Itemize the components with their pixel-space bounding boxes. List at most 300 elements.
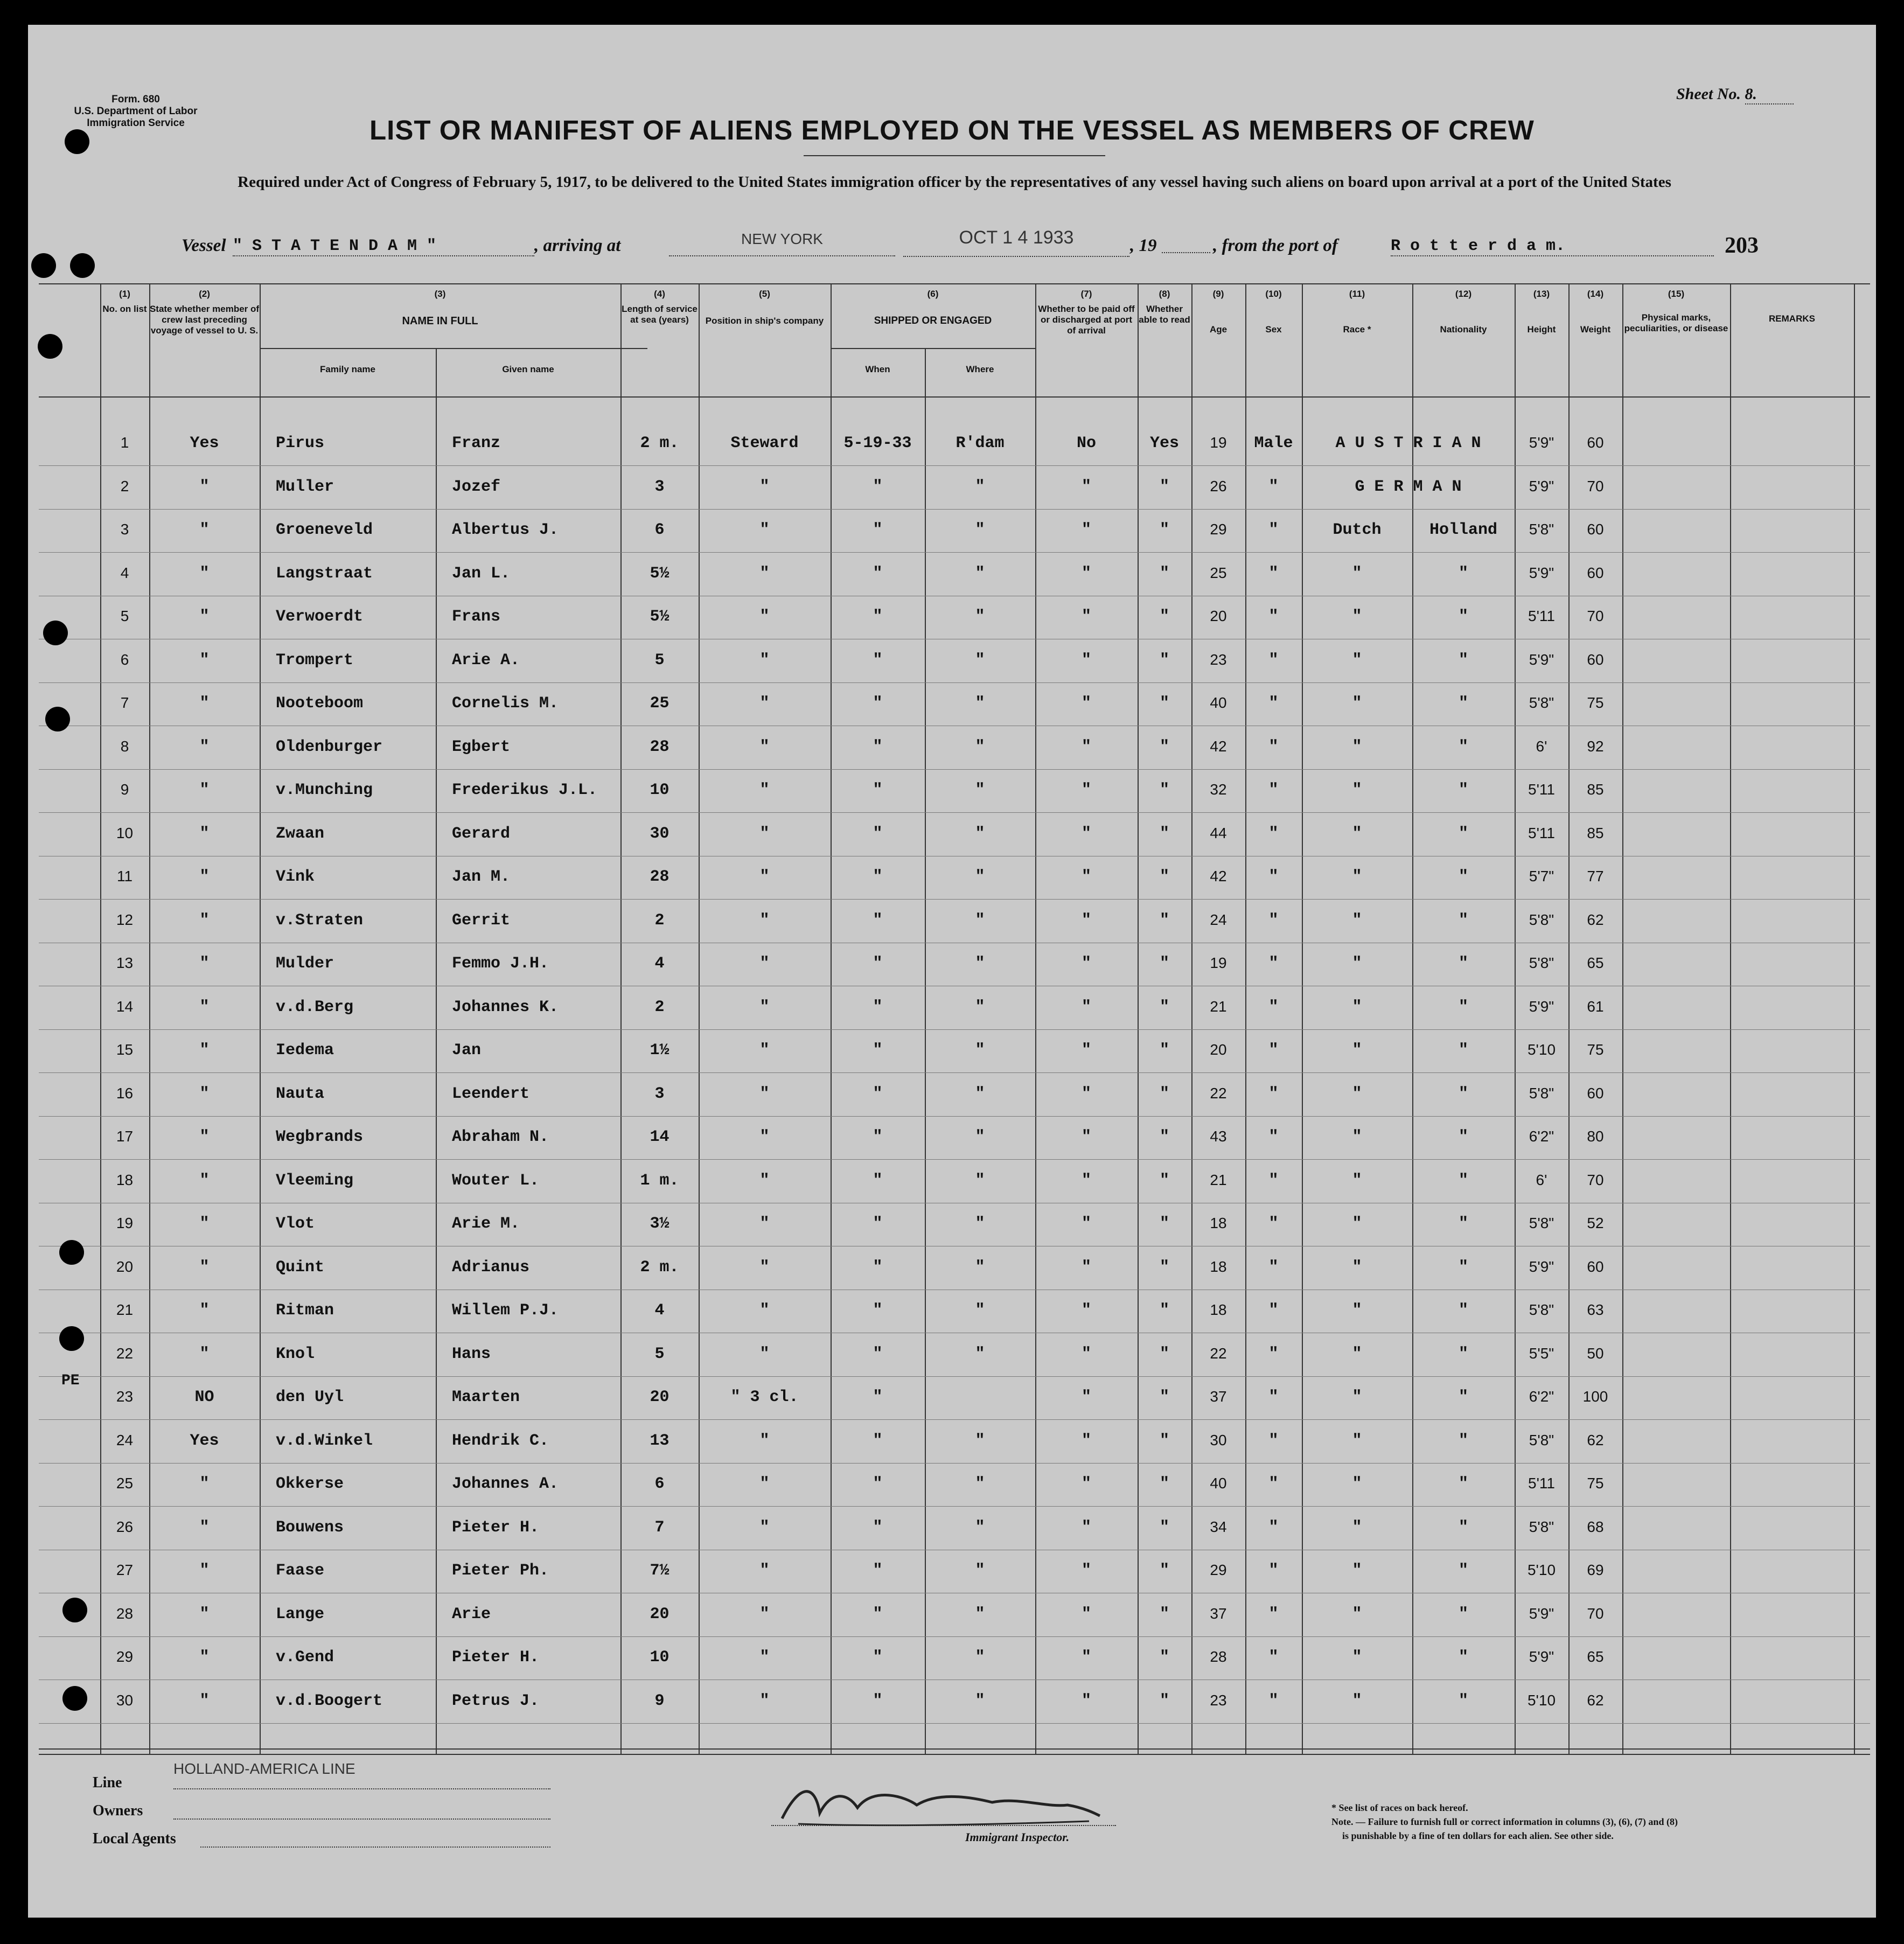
header-col-6: (6) SHIPPED OR ENGAGED [874, 289, 992, 326]
row-height: 5'11 [1528, 1475, 1555, 1492]
row-weight: 60 [1587, 1258, 1604, 1275]
row-prev: " [199, 954, 210, 973]
row-where: " [975, 1084, 985, 1103]
row-when: " [873, 737, 883, 756]
row-prev: " [199, 1084, 210, 1103]
row-prev: " [199, 868, 210, 886]
row-weight: 65 [1587, 1648, 1604, 1665]
row-position: " [759, 1128, 770, 1146]
row-service: 2 [654, 998, 665, 1016]
row-service: 7 [654, 1518, 665, 1537]
row-race: " [1352, 1691, 1362, 1710]
row-family: Okkerse [276, 1475, 344, 1493]
row-read: " [1159, 1084, 1169, 1103]
row-nationality: " [1458, 694, 1468, 713]
row-sex: " [1268, 1258, 1279, 1277]
penalty-note-2: is punishable by a fine of ten dollars for each alien. See other side. [1342, 1830, 1614, 1841]
row-position: " [759, 998, 770, 1016]
row-when: " [873, 477, 883, 496]
row-no: 1 [120, 434, 129, 451]
row-read: " [1159, 911, 1169, 930]
row-prev: " [199, 1215, 210, 1233]
row-height: 5'10 [1527, 1041, 1556, 1058]
row-position: " [759, 1518, 770, 1537]
row-position: " [759, 1301, 770, 1320]
agents-blank [200, 1847, 550, 1848]
shipped-subheader-rule [831, 348, 1035, 349]
row-prev: " [199, 1171, 210, 1190]
row-race: " [1352, 1388, 1362, 1406]
row-sex: " [1268, 1084, 1279, 1103]
row-age: 30 [1210, 1431, 1227, 1448]
row-weight: 70 [1587, 477, 1604, 494]
col-rule-3 [260, 283, 261, 1754]
row-family: Bouwens [276, 1518, 344, 1537]
row-given: Jan [452, 1041, 482, 1060]
row-where: " [975, 1475, 985, 1493]
col-rule-16 [1730, 283, 1731, 1754]
header-col-5: (5) Position in ship's company [705, 289, 824, 326]
row-paid: " [1081, 477, 1091, 496]
row-no: 18 [116, 1171, 134, 1188]
row-paid: " [1081, 911, 1091, 930]
row-paid: " [1081, 1084, 1091, 1103]
row-age: 21 [1210, 998, 1227, 1015]
row-age: 22 [1210, 1344, 1227, 1362]
header-col-15: (15) Physical marks, peculiarities, or disease [1624, 289, 1728, 333]
punch-hole [43, 621, 68, 645]
row-prev: " [199, 1562, 210, 1580]
row-service: 4 [654, 1301, 665, 1320]
row-no: 9 [120, 781, 129, 798]
row-given: Abraham N. [452, 1128, 549, 1146]
row-family: Vleeming [276, 1171, 354, 1190]
row-nationality: " [1458, 781, 1468, 799]
row-sex: " [1268, 1041, 1279, 1060]
row-sex: " [1268, 694, 1279, 713]
row-age: 20 [1210, 608, 1227, 624]
row-no: 14 [116, 998, 134, 1015]
title-rule [804, 155, 1105, 156]
row-race: " [1352, 824, 1362, 843]
sheet-number-value: 8. [1745, 85, 1794, 104]
row-race: " [1352, 694, 1362, 713]
signature-line [771, 1825, 1116, 1826]
row-position: " [759, 1475, 770, 1493]
row-given: Hendrik C. [452, 1431, 549, 1450]
row-age: 21 [1210, 1171, 1227, 1188]
punch-hole [31, 253, 56, 278]
row-no: 25 [116, 1475, 134, 1492]
row-given: Arie [452, 1605, 491, 1624]
row-weight: 70 [1587, 1605, 1604, 1622]
row-read: " [1159, 651, 1169, 670]
row-height: 5'9" [1529, 1605, 1554, 1622]
row-weight: 100 [1582, 1388, 1608, 1405]
row-when: " [873, 694, 883, 713]
row-position: " [759, 1215, 770, 1233]
row-service: 5 [654, 651, 665, 670]
row-service: 3½ [650, 1215, 669, 1233]
row-height: 5'9" [1529, 477, 1554, 494]
row-age: 23 [1210, 651, 1227, 668]
sheet-number [1676, 85, 1794, 104]
row-family: v.d.Boogert [276, 1691, 383, 1710]
row-given: Arie M. [452, 1215, 520, 1233]
header-col-1: (1) No. on list [102, 289, 147, 314]
row-service: 6 [654, 521, 665, 539]
row-sex: " [1268, 1475, 1279, 1493]
row-weight: 75 [1587, 694, 1604, 711]
row-given: Albertus J. [452, 521, 559, 539]
row-prev: " [199, 781, 210, 799]
row-height: 5'8" [1529, 1301, 1554, 1318]
row-sex: " [1268, 564, 1279, 583]
row-family: Langstraat [276, 564, 373, 583]
row-given: Pieter H. [452, 1648, 540, 1667]
row-read: " [1159, 1344, 1169, 1363]
row-read: " [1159, 1691, 1169, 1710]
row-family: v.Munching [276, 781, 373, 799]
row-where: " [975, 1648, 985, 1667]
row-nationality: " [1458, 1388, 1468, 1406]
row-prev: " [199, 564, 210, 583]
header-col-12: (12) Nationality [1440, 289, 1487, 335]
row-paid: " [1081, 1431, 1091, 1450]
row-service: 2 m. [640, 1258, 679, 1277]
row-weight: 75 [1587, 1475, 1604, 1492]
row-when: " [873, 651, 883, 670]
row-rule [39, 769, 1870, 770]
row-no: 11 [116, 868, 133, 884]
row-read: " [1159, 1215, 1169, 1233]
row-prev: " [199, 1691, 210, 1710]
row-family: v.d.Berg [276, 998, 354, 1016]
row-when: " [873, 521, 883, 539]
row-position: " [759, 1431, 770, 1450]
row-given: Wouter L. [452, 1171, 540, 1190]
row-service: 7½ [650, 1562, 669, 1580]
row-sex: " [1268, 954, 1279, 973]
punch-hole [59, 1326, 84, 1351]
departure-port: R o t t e r d a m. [1391, 237, 1714, 256]
row-nationality: " [1458, 911, 1468, 930]
department-name: U.S. Department of Labor [74, 106, 198, 117]
year-label: , 19 [1130, 236, 1157, 255]
row-height: 5'9" [1529, 564, 1554, 581]
row-age: 18 [1210, 1301, 1227, 1318]
row-when: " [873, 1258, 883, 1277]
header-col-13: (13) Height [1527, 289, 1556, 335]
row-age: 42 [1210, 737, 1227, 755]
header-bottom-rule [39, 396, 1870, 398]
row-no: 17 [116, 1128, 134, 1145]
row-race: " [1352, 651, 1362, 670]
row-age: 19 [1210, 954, 1227, 971]
row-where: " [975, 651, 985, 670]
row-paid: " [1081, 868, 1091, 886]
row-service: 3 [654, 1084, 665, 1103]
row-service: 5½ [650, 564, 669, 583]
row-family: v.d.Winkel [276, 1431, 373, 1450]
year-blank [1162, 252, 1210, 253]
row-race: " [1352, 1562, 1362, 1580]
row-height: 5'8" [1529, 1215, 1554, 1231]
row-position: " [759, 1691, 770, 1710]
row-read: " [1159, 998, 1169, 1016]
punch-hole [38, 334, 62, 359]
row-read: Yes [1149, 434, 1179, 452]
row-no: 28 [116, 1605, 134, 1622]
row-read: " [1159, 1171, 1169, 1190]
row-nationality: " [1458, 1605, 1468, 1624]
row-rule [39, 1376, 1870, 1377]
row-paid: " [1081, 824, 1091, 843]
row-nationality: " [1458, 1041, 1468, 1060]
punch-hole [62, 1598, 87, 1622]
row-paid: " [1081, 1691, 1091, 1710]
row-family: den Uyl [276, 1388, 344, 1406]
row-read: " [1159, 1605, 1169, 1624]
row-race: " [1352, 1041, 1362, 1060]
row-when: " [873, 564, 883, 583]
row-rule [39, 1463, 1870, 1464]
row-height: 5'11 [1528, 824, 1555, 841]
row-height: 5'9" [1529, 651, 1554, 668]
row-read: " [1159, 781, 1169, 799]
header-col-9: (9) Age [1209, 289, 1228, 335]
row-prev: " [199, 521, 210, 539]
row-sex: " [1268, 1562, 1279, 1580]
row-family: v.Straten [276, 911, 364, 930]
row-read: " [1159, 608, 1169, 626]
row-sex: " [1268, 1301, 1279, 1320]
row-prev: NO [194, 1388, 214, 1406]
row-read: " [1159, 737, 1169, 756]
row-prev: " [199, 1128, 210, 1146]
row-race: " [1352, 954, 1362, 973]
row-no: 30 [116, 1691, 134, 1709]
row-family: Oldenburger [276, 737, 383, 756]
row-sex: " [1268, 608, 1279, 626]
row-when: " [873, 868, 883, 886]
row-nationality: " [1458, 1518, 1468, 1537]
row-position: " [759, 1605, 770, 1624]
row-paid: " [1081, 521, 1091, 539]
row-paid: " [1081, 1215, 1091, 1233]
row-race: " [1352, 1605, 1362, 1624]
row-read: " [1159, 1648, 1169, 1667]
row-rule [39, 682, 1870, 683]
row-rule [39, 1636, 1870, 1637]
from-port-label: , from the port of [1213, 236, 1338, 255]
requirement-text: Required under Act of Congress of February 5, 1917, to be delivered to the United States immigration officer by the representatives of any vessel having such aliens on board upon arrival at a port of the United States [238, 173, 1671, 191]
row-paid: " [1081, 608, 1091, 626]
row-position: " [759, 694, 770, 713]
row-family: Knol [276, 1344, 315, 1363]
row-given: Pieter Ph. [452, 1562, 549, 1580]
row-service: 13 [650, 1431, 669, 1450]
punch-hole [62, 1686, 87, 1711]
row-given: Franz [452, 434, 501, 452]
row-service: 25 [650, 694, 669, 713]
header-family-name: Family name [320, 364, 375, 374]
row-height: 5'9" [1529, 998, 1554, 1015]
row-height: 5'8" [1529, 954, 1554, 971]
row-race: Dutch [1333, 521, 1382, 539]
row-prev: " [199, 1475, 210, 1493]
row-no: 13 [116, 954, 134, 971]
row-sex: " [1268, 998, 1279, 1016]
row-nationality: " [1458, 1344, 1468, 1363]
row-service: 4 [654, 954, 665, 973]
row-weight: 65 [1587, 954, 1604, 971]
inspector-label: Immigrant Inspector. [965, 1830, 1070, 1844]
row-where: R'dam [956, 434, 1005, 452]
row-age: 40 [1210, 1475, 1227, 1492]
row-prev: " [199, 1605, 210, 1624]
row-age: 32 [1210, 781, 1227, 798]
row-paid: " [1081, 1258, 1091, 1277]
row-weight: 60 [1587, 564, 1604, 581]
row-where: " [975, 608, 985, 626]
row-when: " [873, 1041, 883, 1060]
row-prev: " [199, 1041, 210, 1060]
row-family: Vink [276, 868, 315, 886]
row-family: Mulder [276, 954, 334, 973]
row-paid: " [1081, 1301, 1091, 1320]
row-family: Groeneveld [276, 521, 373, 539]
row-service: 6 [654, 1475, 665, 1493]
row-prev: " [199, 737, 210, 756]
row-given: Petrus J. [452, 1691, 540, 1710]
row-race: " [1352, 1648, 1362, 1667]
row-sex: " [1268, 1388, 1279, 1406]
row-when: " [873, 781, 883, 799]
row-read: " [1159, 824, 1169, 843]
row-nationality: " [1458, 1691, 1468, 1710]
row-sex: " [1268, 781, 1279, 799]
row-nationality: Holland [1429, 521, 1498, 539]
row-weight: 60 [1587, 1084, 1604, 1102]
row-paid: " [1081, 1648, 1091, 1667]
row-when: " [873, 911, 883, 930]
row-race: " [1352, 1171, 1362, 1190]
row-family: Nauta [276, 1084, 325, 1103]
table-bottom-rule-2 [39, 1754, 1870, 1755]
row-prev: " [199, 1258, 210, 1277]
row-when: " [873, 1215, 883, 1233]
row-prev: " [199, 998, 210, 1016]
row-sex: " [1268, 868, 1279, 886]
row-race: " [1352, 1301, 1362, 1320]
row-weight: 69 [1587, 1562, 1604, 1578]
row-nationality: " [1458, 608, 1468, 626]
row-paid: " [1081, 954, 1091, 973]
row-where: " [975, 954, 985, 973]
sheet-number-label: Sheet No. [1676, 85, 1741, 103]
row-read: " [1159, 1475, 1169, 1493]
row-sex: " [1268, 1215, 1279, 1233]
row-where: " [975, 911, 985, 930]
header-given-name: Given name [502, 364, 554, 374]
row-no: 2 [120, 477, 129, 494]
row-race: " [1352, 1215, 1362, 1233]
row-weight: 60 [1587, 651, 1604, 668]
row-where: " [975, 564, 985, 583]
row-height: 5'8" [1529, 694, 1554, 711]
row-age: 28 [1210, 1648, 1227, 1665]
row-no: 21 [116, 1301, 134, 1318]
row-given: Willem P.J. [452, 1301, 559, 1320]
row-race: " [1352, 1475, 1362, 1493]
header-shipped-when: When [865, 364, 890, 374]
row-given: Hans [452, 1344, 491, 1363]
row-family: Verwoerdt [276, 608, 364, 626]
row-when: " [873, 1431, 883, 1450]
row-family: Muller [276, 477, 334, 496]
row-nationality: " [1458, 1562, 1468, 1580]
row-weight: 70 [1587, 608, 1604, 624]
row-service: 5 [654, 1344, 665, 1363]
row-age: 37 [1210, 1605, 1227, 1622]
row-paid: " [1081, 1475, 1091, 1493]
punch-hole [45, 707, 70, 731]
row-weight: 85 [1587, 824, 1604, 841]
row-where: " [975, 1128, 985, 1146]
row-nationality: " [1458, 1258, 1468, 1277]
row-read: " [1159, 1258, 1169, 1277]
row-position: " [759, 477, 770, 496]
row-height: 5'8" [1529, 1431, 1554, 1448]
row-when: " [873, 1301, 883, 1320]
row-position: " [759, 737, 770, 756]
vessel-label: Vessel [182, 236, 226, 255]
row-weight: 60 [1587, 434, 1604, 451]
row-no: 15 [116, 1041, 134, 1058]
row-age: 20 [1210, 1041, 1227, 1058]
row-no: 7 [120, 694, 129, 711]
row-nationality: " [1458, 1475, 1468, 1493]
row-where: " [975, 1258, 985, 1277]
row-rule [39, 1159, 1870, 1160]
header-col-8: (8) Whether able to read [1139, 289, 1190, 325]
row-nationality: " [1458, 954, 1468, 973]
row-given: Jan M. [452, 868, 511, 886]
punch-hole [65, 129, 89, 154]
row-age: 40 [1210, 694, 1227, 711]
punch-hole [59, 1240, 84, 1265]
row-nationality: " [1458, 564, 1468, 583]
row-service: 28 [650, 868, 669, 886]
row-nationality: " [1458, 1215, 1468, 1233]
row-weight: 50 [1587, 1344, 1604, 1362]
row-service: 10 [650, 1648, 669, 1667]
row-family: Trompert [276, 651, 354, 670]
row-prev: " [199, 911, 210, 930]
row-nationality: " [1458, 1301, 1468, 1320]
punch-hole [70, 253, 95, 278]
row-position: " [759, 1562, 770, 1580]
row-no: 3 [120, 521, 129, 538]
row-when: " [873, 608, 883, 626]
row-age: 18 [1210, 1215, 1227, 1231]
row-given: Johannes K. [452, 998, 559, 1016]
row-read: " [1159, 1128, 1169, 1146]
row-when: " [873, 1691, 883, 1710]
row-no: 10 [116, 824, 134, 841]
owners-label: Owners [93, 1802, 143, 1819]
